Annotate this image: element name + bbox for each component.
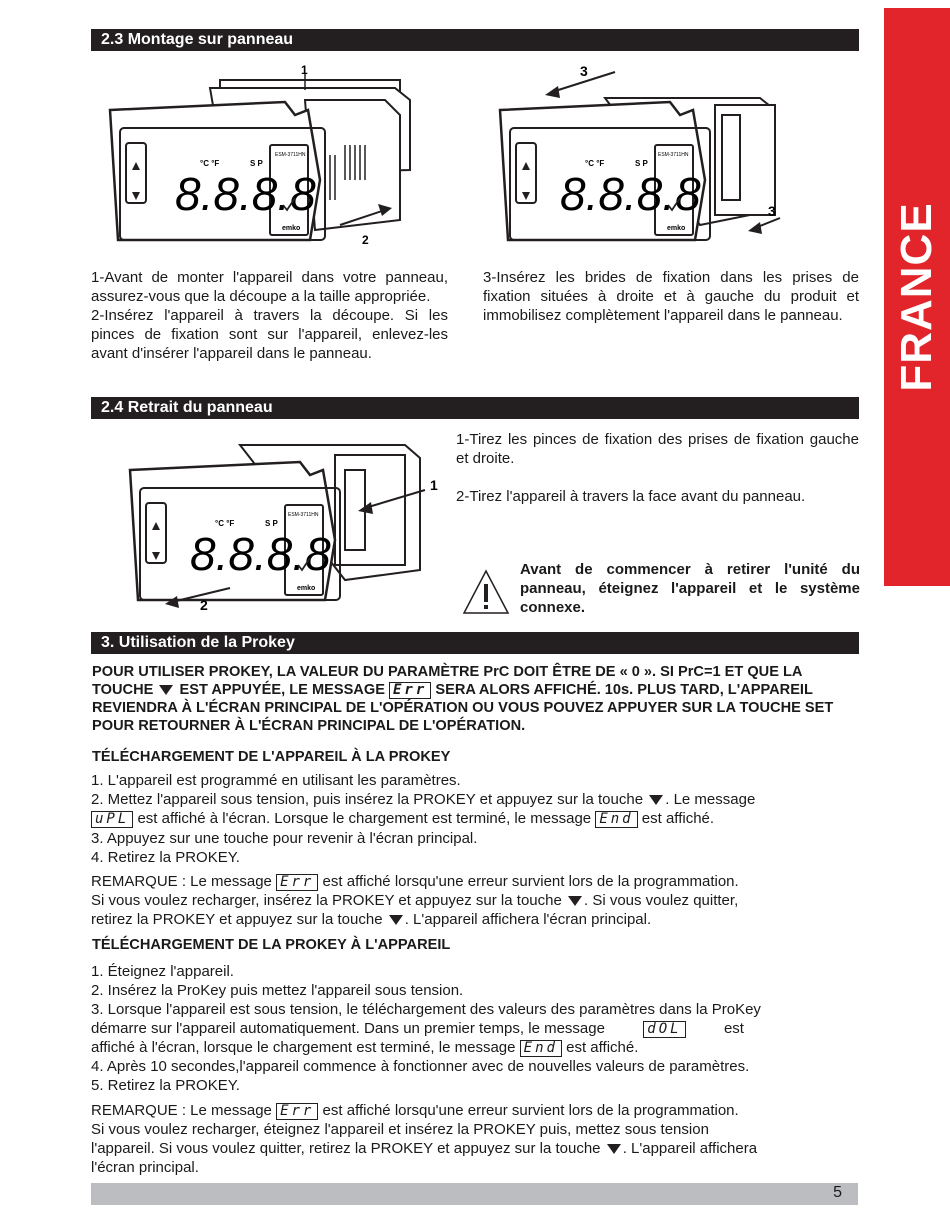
section-header-montage: 2.3 Montage sur panneau xyxy=(91,29,859,51)
device-brand: emko xyxy=(667,225,686,232)
remark-1 xyxy=(91,873,739,891)
device-sp: S P xyxy=(635,159,648,168)
subheading-upload: TÉLÉCHARGEMENT DE L'APPAREIL À LA PROKEY xyxy=(92,749,451,765)
download-step-5: 5. Retirez la PROKEY. xyxy=(91,1077,240,1094)
text: est affiché à l'écran. Lorsque le chargement est terminé, le message xyxy=(137,810,592,827)
figure-mounting-insert xyxy=(100,60,440,250)
down-key-icon xyxy=(649,795,663,805)
device-units: °C °F xyxy=(200,159,220,168)
device-digits: 8.8.8.8 xyxy=(560,168,701,220)
display-end: End xyxy=(520,1040,562,1057)
remark-1-line3 xyxy=(91,911,651,929)
montage-step-2: 2-Insérez l'appareil à travers la découpe. Si les pinces de fixation sont sur l'appareil, enlevez-les avant d'insérer l'appareil dans le panneau. xyxy=(91,307,448,362)
prokey-intro xyxy=(92,663,862,735)
text: Si vous voulez recharger, insérez la PROKEY et appuyez sur la touche xyxy=(91,892,562,909)
figure-label: 1 xyxy=(301,63,308,77)
display-upl: uPL xyxy=(91,811,133,828)
upload-step-2-cont xyxy=(91,810,714,828)
download-step-3-end xyxy=(91,1039,638,1057)
down-key-icon xyxy=(159,685,173,695)
remark-2-line4: l'écran principal. xyxy=(91,1159,199,1176)
display-dol: dOL xyxy=(643,1021,685,1038)
upload-step-1: 1. L'appareil est programmé en utilisant les paramètres. xyxy=(91,772,461,789)
download-step-1: 1. Éteignez l'appareil. xyxy=(91,963,234,980)
page-footer xyxy=(91,1183,858,1205)
figure-label: 2 xyxy=(200,597,208,613)
upload-step-3: 3. Appuyez sur une touche pour revenir à l'écran principal. xyxy=(91,830,478,847)
text: est affiché lorsqu'une erreur survient lors de la programmation. xyxy=(322,1102,739,1119)
text: est affiché. xyxy=(641,810,715,827)
figure-removal xyxy=(120,430,450,615)
down-key-icon xyxy=(607,1144,621,1154)
device-sp: S P xyxy=(265,519,278,528)
montage-step-3: 3-Insérez les brides de fixation dans les prises de fixation situées à droite et à gauche du produit et immobilisez complètement l'appareil dans le panneau. xyxy=(483,269,859,324)
download-step-2: 2. Insérez la ProKey puis mettez l'appareil sous tension. xyxy=(91,982,464,999)
figure-label: 1 xyxy=(430,477,438,493)
section-header-prokey: 3. Utilisation de la Prokey xyxy=(91,632,859,654)
device-sp: S P xyxy=(250,159,263,168)
text: REMARQUE : Le message xyxy=(91,873,272,890)
text: démarre sur l'appareil automatiquement. Dans un premier temps, le message xyxy=(91,1020,605,1037)
download-step-3-cont xyxy=(91,1020,744,1038)
device-brand: emko xyxy=(297,585,316,592)
retrait-step-2: 2-Tirez l'appareil à travers la face avant du panneau. xyxy=(456,488,806,505)
text: . L'appareil affichera xyxy=(622,1140,758,1157)
device-model: ESM-3711HN xyxy=(658,152,689,158)
figure-label: 2 xyxy=(362,233,369,247)
display-err: Err xyxy=(389,682,431,699)
text: l'appareil. Si vous voulez quitter, retirez la PROKEY et appuyez sur la touche xyxy=(91,1140,601,1157)
text: . Si vous voulez quitter, xyxy=(583,892,739,909)
section-header-retrait: 2.4 Retrait du panneau xyxy=(91,397,859,419)
device-brand: emko xyxy=(282,225,301,232)
warning-text: Avant de commencer à retirer l'unité du panneau, éteignez l'appareil et le système connexe. xyxy=(520,561,860,616)
intro-part: EST APPUYÉE, LE MESSAGE xyxy=(179,682,385,698)
language-tab xyxy=(884,8,950,586)
retrait-step-1: 1-Tirez les pinces de fixation des prises de fixation gauche et droite. xyxy=(456,431,859,467)
text: est xyxy=(723,1020,744,1037)
download-step-4: 4. Après 10 secondes,l'appareil commence à fonctionner avec de nouvelles valeurs de paramètres. xyxy=(91,1058,750,1075)
device-model: ESM-3711HN xyxy=(275,152,306,158)
text: est affiché. xyxy=(566,1039,639,1056)
remark-2-line3 xyxy=(91,1140,757,1158)
figure-label: 3 xyxy=(580,63,588,79)
device-model: ESM-3711HN xyxy=(288,512,319,518)
remark-1-line2 xyxy=(91,892,738,910)
display-err: Err xyxy=(276,1103,318,1120)
intro-part: SERA ALORS AFFICHÉ. 10s. PLUS TARD, L'APPAREIL REVIENDRA À L'ÉCRAN PRINCIPAL DE L'OPÉRATION OU VOUS POUVEZ APPUYER SUR LA TOUCHE SET POUR RETOURNER À L'ÉCRAN PRINCIPAL DE L'OPÉRATION. xyxy=(92,682,834,734)
text: retirez la PROKEY et appuyez sur la touche xyxy=(91,911,383,928)
device-digits: 8.8.8.8 xyxy=(175,168,316,220)
upload-step-2 xyxy=(91,791,755,809)
remark-2 xyxy=(91,1102,739,1120)
retrait-text xyxy=(456,430,859,506)
text: REMARQUE : Le message xyxy=(91,1102,272,1119)
page-number: 5 xyxy=(833,1184,842,1201)
figure-label: 3 xyxy=(768,203,776,219)
montage-right-text xyxy=(483,268,859,325)
display-err: Err xyxy=(276,874,318,891)
download-step-3: 3. Lorsque l'appareil est sous tension, le téléchargement des valeurs des paramètres dans la ProKey xyxy=(91,1001,761,1018)
figure-mounting-brackets xyxy=(490,60,830,250)
subheading-download: TÉLÉCHARGEMENT DE LA PROKEY À L'APPAREIL xyxy=(92,937,451,953)
montage-step-1: 1-Avant de monter l'appareil dans votre panneau, assurez-vous que la découpe a la taille appropriée. xyxy=(91,269,448,305)
device-units: °C °F xyxy=(585,159,605,168)
remark-2-line2: Si vous voulez recharger, éteignez l'appareil et insérez la PROKEY puis, mettez sous tension xyxy=(91,1121,709,1138)
upload-step-4: 4. Retirez la PROKEY. xyxy=(91,849,240,866)
down-key-icon xyxy=(389,915,403,925)
intro-part: POUR UTILISER PROKEY, LA VALEUR DU PARAMÈTRE PrC DOIT ÊTRE DE « 0 ». SI PrC=1 ET QUE LA TOUCHE xyxy=(92,664,802,698)
device-units: °C °F xyxy=(215,519,235,528)
display-end: End xyxy=(595,811,637,828)
language-tab-label: FRANCE xyxy=(892,202,941,392)
montage-left-text xyxy=(91,268,448,363)
device-digits: 8.8.8.8 xyxy=(190,528,331,580)
warning-icon xyxy=(462,569,510,615)
text: . Le message xyxy=(665,791,756,808)
text: est affiché lorsqu'une erreur survient lors de la programmation. xyxy=(322,873,739,890)
text: 2. Mettez l'appareil sous tension, puis insérez la PROKEY et appuyez sur la touche xyxy=(91,791,644,808)
text: . L'appareil affichera l'écran principal. xyxy=(404,911,652,928)
down-key-icon xyxy=(568,896,582,906)
text: affiché à l'écran, lorsque le chargement est terminé, le message xyxy=(91,1039,516,1056)
